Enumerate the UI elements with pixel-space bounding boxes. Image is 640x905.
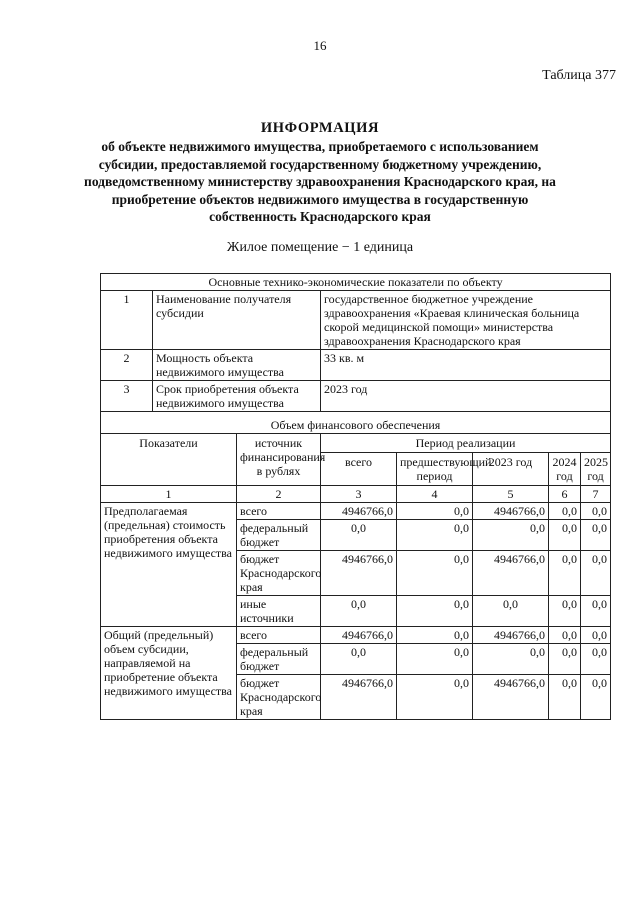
col-number: 4 bbox=[397, 486, 473, 503]
header-indicators: Показатели bbox=[101, 434, 237, 486]
info-table bbox=[100, 273, 611, 720]
group-label: Предполагаемая (предельная) стоимость приобретения объекта недвижимого имущества bbox=[101, 503, 237, 627]
source-cell: иные источники bbox=[237, 596, 321, 627]
section1-header-row bbox=[101, 274, 611, 291]
total-cell: 0,0 bbox=[321, 644, 397, 675]
info-num: 3 bbox=[101, 381, 153, 412]
previous-cell: 0,0 bbox=[397, 520, 473, 551]
y2025-cell: 0,0 bbox=[581, 503, 611, 520]
total-cell: 4946766,0 bbox=[321, 627, 397, 644]
info-num: 2 bbox=[101, 350, 153, 381]
info-value: 33 кв. м bbox=[321, 350, 611, 381]
y2023-cell: 4946766,0 bbox=[473, 627, 549, 644]
y2023-cell: 4946766,0 bbox=[473, 675, 549, 720]
y2023-cell: 0,0 bbox=[473, 596, 549, 627]
info-row bbox=[101, 291, 611, 350]
y2025-cell: 0,0 bbox=[581, 675, 611, 720]
previous-cell: 0,0 bbox=[397, 596, 473, 627]
total-cell: 0,0 bbox=[321, 520, 397, 551]
source-cell: всего bbox=[237, 627, 321, 644]
col-number: 1 bbox=[101, 486, 237, 503]
group-label: Общий (предельный) объем субсидии, направляемой на приобретение объекта недвижимого имущества bbox=[101, 627, 237, 720]
table-number: Таблица 377 bbox=[542, 68, 616, 83]
header-period: Период реализации bbox=[321, 434, 611, 453]
previous-cell: 0,0 bbox=[397, 675, 473, 720]
col-number: 6 bbox=[549, 486, 581, 503]
info-value: государственное бюджетное учреждение здравоохранения «Краевая клиническая больница скорой медицинской помощи» министерства здравоохранения Краснодарского края bbox=[321, 291, 611, 350]
total-cell: 4946766,0 bbox=[321, 551, 397, 596]
fin-header-row bbox=[101, 434, 611, 453]
y2024-cell: 0,0 bbox=[549, 644, 581, 675]
y2024-cell: 0,0 bbox=[549, 551, 581, 596]
header-2023: 2023 год bbox=[473, 453, 549, 486]
y2024-cell: 0,0 bbox=[549, 596, 581, 627]
previous-cell: 0,0 bbox=[397, 644, 473, 675]
y2025-cell: 0,0 bbox=[581, 644, 611, 675]
source-cell: всего bbox=[237, 503, 321, 520]
y2025-cell: 0,0 bbox=[581, 551, 611, 596]
header-2024: 2024 год bbox=[549, 453, 581, 486]
section1-header: Основные технико-экономические показатели по объекту bbox=[101, 274, 611, 291]
info-num: 1 bbox=[101, 291, 153, 350]
info-label: Наименование получателя субсидии bbox=[153, 291, 321, 350]
y2025-cell: 0,0 bbox=[581, 596, 611, 627]
total-cell: 4946766,0 bbox=[321, 675, 397, 720]
y2023-cell: 0,0 bbox=[473, 644, 549, 675]
total-cell: 4946766,0 bbox=[321, 503, 397, 520]
col-number: 7 bbox=[581, 486, 611, 503]
y2025-cell: 0,0 bbox=[581, 520, 611, 551]
source-cell: федеральный бюджет bbox=[237, 644, 321, 675]
info-value: 2023 год bbox=[321, 381, 611, 412]
source-cell: бюджет Краснодарского края bbox=[237, 551, 321, 596]
y2024-cell: 0,0 bbox=[549, 675, 581, 720]
col-number: 2 bbox=[237, 486, 321, 503]
y2023-cell: 4946766,0 bbox=[473, 551, 549, 596]
table-row bbox=[101, 503, 611, 520]
info-label: Срок приобретения объекта недвижимого имущества bbox=[153, 381, 321, 412]
header-source: источник финансирования в рублях bbox=[237, 434, 321, 486]
y2024-cell: 0,0 bbox=[549, 503, 581, 520]
y2024-cell: 0,0 bbox=[549, 627, 581, 644]
y2023-cell: 4946766,0 bbox=[473, 503, 549, 520]
previous-cell: 0,0 bbox=[397, 503, 473, 520]
header-2025: 2025 год bbox=[581, 453, 611, 486]
col-number: 3 bbox=[321, 486, 397, 503]
header-previous: предшествующий период bbox=[397, 453, 473, 486]
info-row bbox=[101, 350, 611, 381]
document-title: ИНФОРМАЦИЯ bbox=[260, 120, 380, 136]
section2-header-row bbox=[101, 412, 611, 434]
info-row bbox=[101, 381, 611, 412]
source-cell: федеральный бюджет bbox=[237, 520, 321, 551]
previous-cell: 0,0 bbox=[397, 551, 473, 596]
object-unit-line: Жилое помещение − 1 единица bbox=[226, 240, 414, 255]
document-subtitle: об объекте недвижимого имущества, приобретаемого с использованием субсидии, предоставляемой государственному бюджетному учреждению, подведомственному министерству здравоохранения Краснодарского края, на приобретение объектов недвижимого имущества в государственную собственность Краснодарского края bbox=[84, 139, 556, 224]
y2025-cell: 0,0 bbox=[581, 627, 611, 644]
info-label: Мощность объекта недвижимого имущества bbox=[153, 350, 321, 381]
header-total: всего bbox=[321, 453, 397, 486]
source-cell: бюджет Краснодарского края bbox=[237, 675, 321, 720]
col-number: 5 bbox=[473, 486, 549, 503]
page-number: 16 bbox=[313, 38, 327, 53]
y2023-cell: 0,0 bbox=[473, 520, 549, 551]
section2-header: Объем финансового обеспечения bbox=[101, 412, 611, 434]
total-cell: 0,0 bbox=[321, 596, 397, 627]
y2024-cell: 0,0 bbox=[549, 520, 581, 551]
table-row bbox=[101, 627, 611, 644]
previous-cell: 0,0 bbox=[397, 627, 473, 644]
column-number-row bbox=[101, 486, 611, 503]
